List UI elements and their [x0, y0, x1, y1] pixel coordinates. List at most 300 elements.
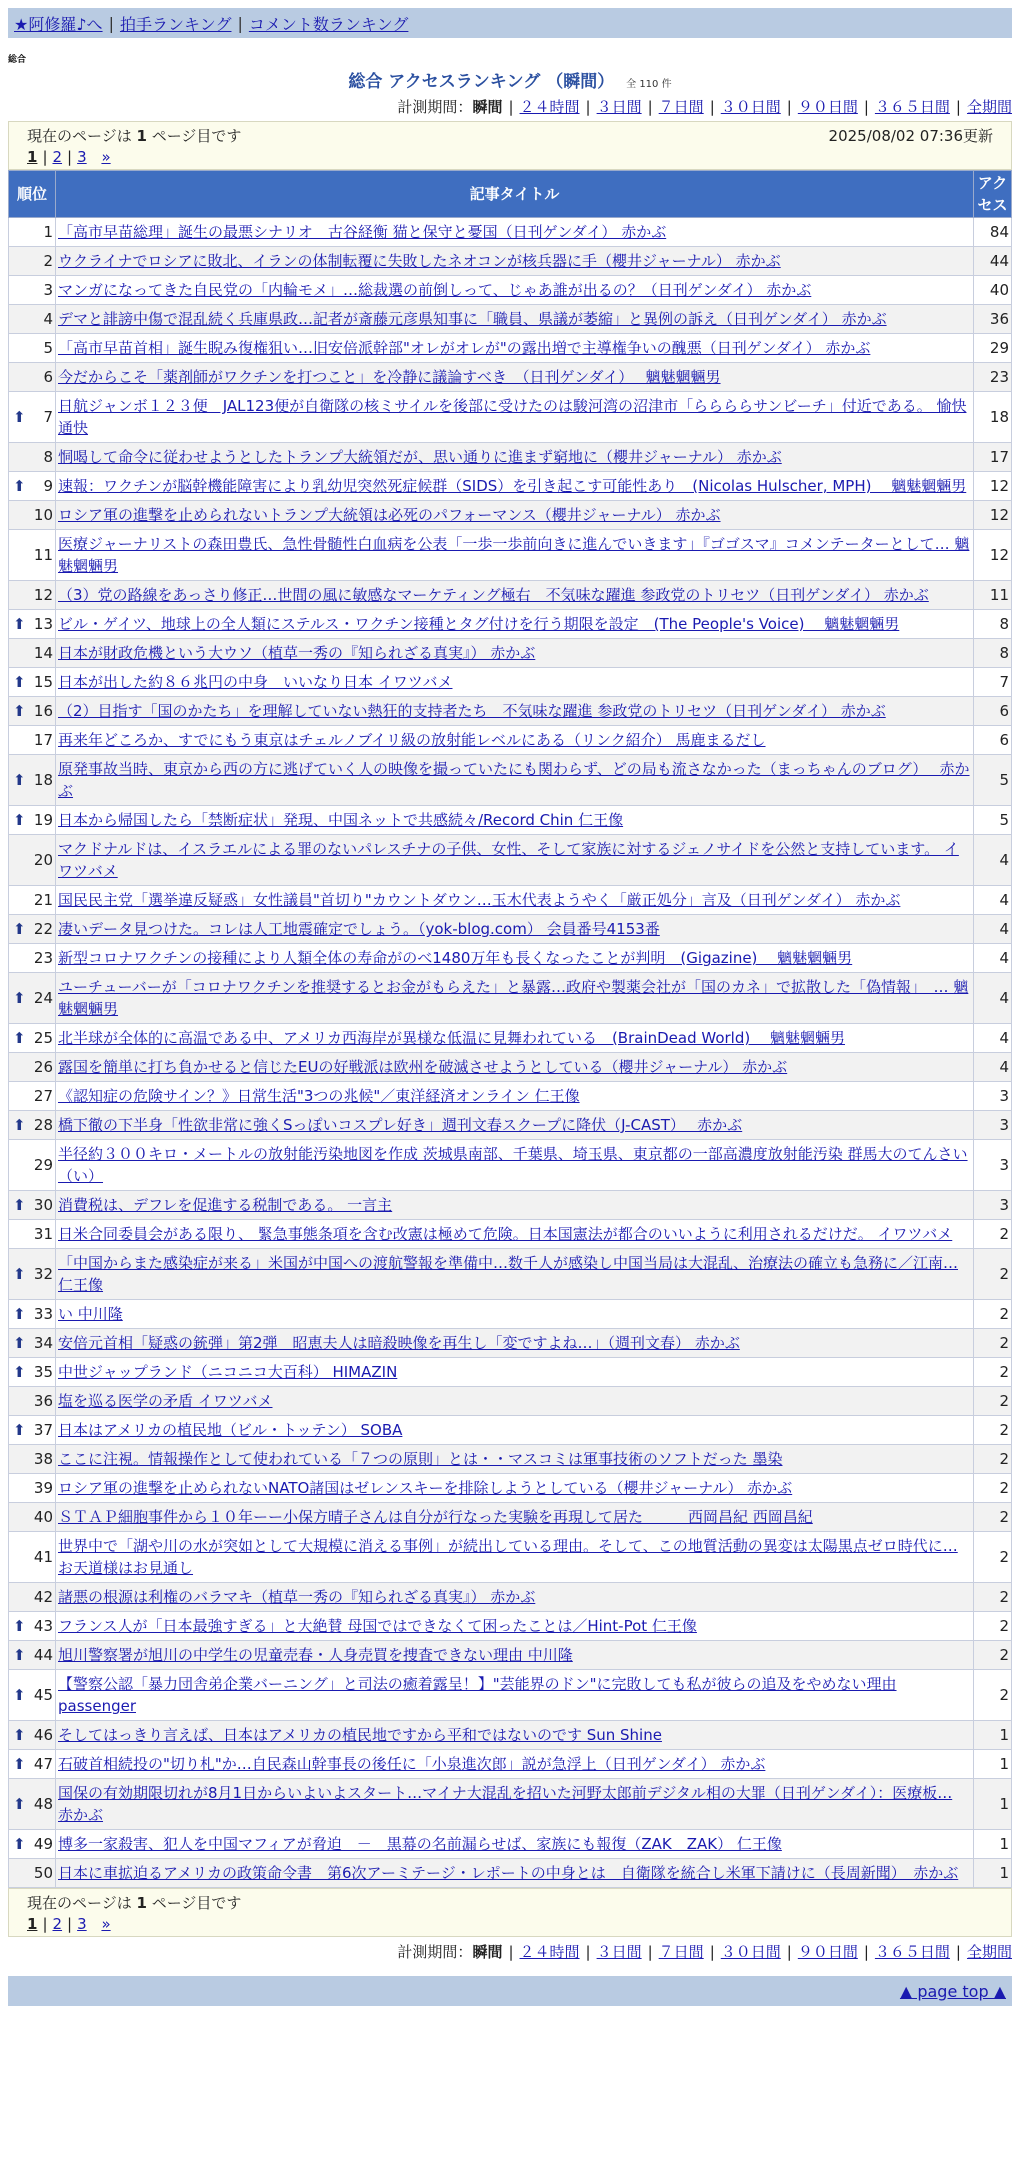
period-link-3d[interactable]: ３日間 [596, 1943, 642, 1961]
article-link[interactable]: 新型コロナワクチンの接種により人類全体の寿命がのべ1480万年も長くなったことが判明 (Gigazine) 魑魅魍魎男 [58, 949, 853, 967]
article-link[interactable]: 日本に車拡迫るアメリカの政策命令書 第6次アーミテージ・レポートの中身とは 自衛隊を統合し米軍下請けに（長周新聞） 赤かぶ [58, 1864, 959, 1882]
rank-cell [9, 835, 56, 886]
table-row [9, 501, 1012, 530]
title-cell [56, 886, 974, 915]
article-link[interactable]: 世界中で「湖や川の水が突如として大規模に消える事例」が続出している理由。そして、この地質活動の異変は太陽黒点ゼロ時代に… お天道様はお見通し [58, 1537, 958, 1577]
title-cell [56, 1358, 974, 1387]
access-count: 12 [974, 530, 1012, 581]
rank-number: 26 [33, 1058, 53, 1076]
article-link[interactable]: ロシア軍の進撃を止められないNATO諸国はゼレンスキーを排除しようとしている（櫻井ジャーナル） 赤かぶ [58, 1479, 793, 1497]
article-link[interactable]: 「高市早苗総理」誕生の最悪シナリオ 古谷経衡 猫と保守と憂国（日刊ゲンダイ） 赤かぶ [58, 223, 667, 241]
period-nav-bottom: 計測期間：瞬間 | ２４時間 | ３日間 | ７日間 | ３０日間 | ９０日間 | ３６５日間 | 全期間 [397, 1943, 1012, 1961]
bottom-bar [8, 1976, 1012, 2006]
rank-number: 37 [33, 1421, 53, 1439]
rank-cell [9, 1670, 56, 1721]
access-count: 1 [974, 1721, 1012, 1750]
article-link[interactable]: 今だからこそ「薬剤師がワクチンを打つこと」を冷静に議論すべき （日刊ゲンダイ） 魑魅魍魎男 [58, 368, 721, 386]
access-count: 4 [974, 1024, 1012, 1053]
rank-cell [9, 1053, 56, 1082]
rank-number: 44 [33, 1646, 53, 1664]
rank-number: 28 [33, 1116, 53, 1134]
access-count: 2 [974, 1358, 1012, 1387]
rank-up-arrow-icon: ⬆ [13, 1334, 26, 1352]
rank-cell [9, 1249, 56, 1300]
rank-cell [9, 1300, 56, 1329]
rank-cell [9, 1503, 56, 1532]
table-row [9, 726, 1012, 755]
rank-up-arrow-icon: ⬆ [13, 989, 26, 1007]
period-link-365d[interactable]: ３６５日間 [874, 98, 950, 116]
table-row [9, 1191, 1012, 1220]
title-cell [56, 1641, 974, 1670]
table-row [9, 697, 1012, 726]
access-count: 5 [974, 806, 1012, 835]
title-cell [56, 247, 974, 276]
article-link[interactable]: 日本が出した約８６兆円の中身 いいなり日本 イワツバメ [58, 673, 453, 691]
article-link[interactable]: マクドナルドは、イスラエルによる罪のないパレスチナの子供、女性、そして家族に対するジェノサイドを公然と支持しています。 イワツバメ [58, 840, 959, 880]
title-cell [56, 835, 974, 886]
rank-up-arrow-icon: ⬆ [13, 771, 26, 789]
page-next[interactable]: » [101, 148, 111, 166]
period-link-7d[interactable]: ７日間 [658, 1943, 704, 1961]
title-cell [56, 392, 974, 443]
rank-number: 39 [33, 1479, 53, 1497]
access-count: 1 [974, 1830, 1012, 1859]
article-link[interactable]: 露国を簡単に打ち負かせると信じたEUの好戦派は欧州を破滅させようとしている（櫻井ジャーナル） 赤かぶ [58, 1058, 788, 1076]
period-label: 計測期間： [397, 1943, 473, 1961]
rank-number: 16 [33, 702, 53, 720]
article-link[interactable]: （3）党の路線をあっさり修正…世間の風に敏感なマーケティング極右 不気味な躍進 参政党のトリセツ（日刊ゲンダイ） 赤かぶ [58, 586, 929, 604]
access-count: 18 [974, 392, 1012, 443]
title-cell [56, 1249, 974, 1300]
access-count: 2 [974, 1416, 1012, 1445]
table-row [9, 1670, 1012, 1721]
access-count: 2 [974, 1474, 1012, 1503]
title-cell [56, 1191, 974, 1220]
ranking-table [8, 170, 1012, 1888]
nav-link-asyura[interactable]: ★阿修羅♪へ [14, 14, 103, 34]
rank-number: 43 [33, 1617, 53, 1635]
article-link[interactable]: 国民民主党「選挙違反疑惑」女性議員"首切り"カウントダウン…玉木代表ようやく「厳正処分」言及（日刊ゲンダイ） 赤かぶ [58, 891, 901, 909]
rank-number: 24 [33, 989, 53, 1007]
rank-up-arrow-icon: ⬆ [13, 1646, 26, 1664]
access-count: 6 [974, 697, 1012, 726]
access-count: 11 [974, 581, 1012, 610]
access-count: 2 [974, 1503, 1012, 1532]
title-cell [56, 1082, 974, 1111]
table-row [9, 581, 1012, 610]
table-row [9, 1445, 1012, 1474]
rank-number: 46 [33, 1726, 53, 1744]
pager-status: 現在のページは 1 ページ目です [27, 127, 242, 145]
rank-cell [9, 363, 56, 392]
access-count: 3 [974, 1140, 1012, 1191]
rank-number: 15 [33, 673, 53, 691]
table-row [9, 1249, 1012, 1300]
article-link[interactable]: 《認知症の危険サイン？》日常生活"3つの兆候"／東洋経済オンライン 仁王像 [58, 1087, 580, 1105]
rank-up-arrow-icon: ⬆ [13, 1617, 26, 1635]
title-cell [56, 1140, 974, 1191]
rank-up-arrow-icon: ⬆ [13, 920, 26, 938]
rank-number: 30 [33, 1196, 53, 1214]
article-link[interactable]: ここに注視。情報操作として使われている「７つの原則」とは・・マスコミは軍事技術のソフトだった 墨染 [58, 1450, 783, 1468]
article-link[interactable]: 再来年どころか、すでにもう東京はチェルノブイリ級の放射能レベルにある（リンク紹介） 馬鹿まるだし [58, 731, 766, 749]
article-link[interactable]: 日航ジャンボ１２３便 JAL123便が自衛隊の核ミサイルを後部に受けたのは駿河湾の沼津市「ららららサンビーチ」付近である。 愉快通快 [58, 397, 967, 437]
title-cell [56, 1111, 974, 1140]
rank-number: 7 [43, 408, 53, 426]
rank-up-arrow-icon: ⬆ [13, 1196, 26, 1214]
title-cell [56, 973, 974, 1024]
nav-separator: | [108, 13, 114, 33]
rank-number: 48 [33, 1795, 53, 1813]
table-row [9, 668, 1012, 697]
access-count: 2 [974, 1532, 1012, 1583]
rank-cell [9, 1532, 56, 1583]
rank-cell [9, 726, 56, 755]
rank-up-arrow-icon: ⬆ [13, 1421, 26, 1439]
title-cell [56, 1721, 974, 1750]
access-count: 2 [974, 1612, 1012, 1641]
title-cell [56, 915, 974, 944]
table-row [9, 305, 1012, 334]
rank-number: 14 [33, 644, 53, 662]
period-link-3d[interactable]: ３日間 [596, 98, 642, 116]
article-link[interactable]: ビル・ゲイツ、地球上の全人類にステルス・ワクチン接種とタグ付けを行う期限を設定 (The People's Voice) 魑魅魍魎男 [58, 615, 900, 633]
table-row [9, 218, 1012, 247]
rank-number: 3 [43, 281, 53, 299]
access-count: 4 [974, 886, 1012, 915]
title-cell [56, 755, 974, 806]
title-cell [56, 305, 974, 334]
article-link[interactable]: 塩を巡る医学の矛盾 イワツバメ [58, 1392, 273, 1410]
article-link[interactable]: 半径約３００キロ・メートルの放射能汚染地図を作成 茨城県南部、千葉県、埼玉県、東京都の一部高濃度放射能汚染 群馬大のてんさい（い） [58, 1145, 968, 1185]
rank-number: 19 [33, 811, 53, 829]
article-link[interactable]: 日米合同委員会がある限り、 緊急事態条項を含む改憲は極めて危険。日本国憲法が都合のいいように利用されるだけだ。 イワツバメ [58, 1225, 953, 1243]
table-row [9, 472, 1012, 501]
title-cell [56, 1612, 974, 1641]
rank-number: 8 [43, 448, 53, 466]
rank-up-arrow-icon: ⬆ [13, 408, 26, 426]
rank-cell [9, 1082, 56, 1111]
rank-cell [9, 392, 56, 443]
rank-up-arrow-icon: ⬆ [13, 1835, 26, 1853]
title-cell [56, 472, 974, 501]
access-count: 4 [974, 915, 1012, 944]
page-link-3[interactable]: 3 [77, 1915, 87, 1933]
rank-up-arrow-icon: ⬆ [13, 702, 26, 720]
article-link[interactable]: 石破首相続投の"切り札"か…自民森山幹事長の後任に「小泉進次郎」説が急浮上（日刊ゲンダイ） 赤かぶ [58, 1755, 766, 1773]
rank-number: 50 [33, 1864, 53, 1882]
table-row [9, 1387, 1012, 1416]
rank-up-arrow-icon: ⬆ [13, 1029, 26, 1047]
rank-cell [9, 1583, 56, 1612]
access-count: 8 [974, 610, 1012, 639]
rank-cell [9, 1750, 56, 1779]
page-next[interactable]: » [101, 1915, 111, 1933]
table-row [9, 1082, 1012, 1111]
rank-up-arrow-icon: ⬆ [13, 1686, 26, 1704]
table-row [9, 1641, 1012, 1670]
article-link[interactable]: 恫喝して命令に従わせようとしたトランプ大統領だが、思い通りに進まず窮地に（櫻井ジャーナル） 赤かぶ [58, 448, 782, 466]
article-link[interactable]: 橋下徹の下半身「性欲非常に強くSっぽいコスプレ好き」週刊文春スクープに降伏（J-CAST） 赤かぶ [58, 1116, 743, 1134]
access-count: 2 [974, 1300, 1012, 1329]
article-link[interactable]: ロシア軍の進撃を止められないトランプ大統領は必死のパフォーマンス（櫻井ジャーナル） 赤かぶ [58, 506, 721, 524]
period-link-7d[interactable]: ７日間 [658, 98, 704, 116]
access-count: 4 [974, 1053, 1012, 1082]
article-link[interactable]: 日本が財政危機という大ウソ（植草一秀の『知られざる真実』） 赤かぶ [58, 644, 536, 662]
period-current: 瞬間 [472, 1943, 503, 1961]
rank-cell [9, 639, 56, 668]
period-link-all[interactable]: 全期間 [966, 1943, 1012, 1961]
period-link-90d[interactable]: ９０日間 [797, 98, 858, 116]
article-link[interactable]: 安倍元首相「疑惑の銃弾」第2弾 昭恵夫人は暗殺映像を再生し「変ですよね…」（週刊文春） 赤かぶ [58, 1334, 740, 1352]
rank-number: 2 [43, 252, 53, 270]
table-row [9, 755, 1012, 806]
page-current: 1 [27, 1915, 38, 1933]
ranking-total: 全 110 件 [626, 79, 672, 90]
access-count: 2 [974, 1220, 1012, 1249]
rank-number: 25 [33, 1029, 53, 1047]
title-cell [56, 443, 974, 472]
page-link-3[interactable]: 3 [77, 148, 87, 166]
title-cell [56, 1024, 974, 1053]
article-link[interactable]: 中世ジャップランド（ニコニコ大百科） HIMAZIN [58, 1363, 398, 1381]
rank-number: 45 [33, 1686, 53, 1704]
rank-cell [9, 1859, 56, 1888]
article-link[interactable]: 日本はアメリカの植民地（ビル・トッテン） SOBA [58, 1421, 403, 1439]
table-row [9, 530, 1012, 581]
access-count: 12 [974, 472, 1012, 501]
table-row [9, 1416, 1012, 1445]
access-count: 17 [974, 443, 1012, 472]
rank-number: 5 [43, 339, 53, 357]
page-link-2[interactable]: 2 [52, 1915, 63, 1933]
period-link-30d[interactable]: ３０日間 [720, 98, 781, 116]
table-row [9, 363, 1012, 392]
table-row [9, 1053, 1012, 1082]
pager-top: 現在のページは 1 ページ目です 2025/08/02 07:36更新 1 | 2 | 3 » [8, 121, 1012, 170]
table-row [9, 1140, 1012, 1191]
article-link[interactable]: 速報：ワクチンが脳幹機能障害により乳幼児突然死症候群（SIDS）を引き起こす可能性あり (Nicolas Hulscher, MPH) 魑魅魍魎男 [58, 477, 967, 495]
table-row [9, 973, 1012, 1024]
rank-cell [9, 973, 56, 1024]
page-current: 1 [27, 148, 38, 166]
article-link[interactable]: そしてはっきり言えば、日本はアメリカの植民地ですから平和ではないのです Sun Shine [58, 1726, 662, 1744]
rank-number: 40 [33, 1508, 53, 1526]
rank-cell [9, 1358, 56, 1387]
rank-cell [9, 443, 56, 472]
title-cell [56, 1779, 974, 1830]
access-count: 4 [974, 835, 1012, 886]
access-count: 7 [974, 668, 1012, 697]
access-count: 4 [974, 944, 1012, 973]
table-row [9, 915, 1012, 944]
access-count: 40 [974, 276, 1012, 305]
rank-number: 33 [33, 1305, 53, 1323]
table-row [9, 247, 1012, 276]
title-cell [56, 639, 974, 668]
rank-up-arrow-icon: ⬆ [13, 1755, 26, 1773]
ranking-rows [9, 218, 1012, 1888]
period-link-30d[interactable]: ３０日間 [720, 1943, 781, 1961]
access-count: 84 [974, 218, 1012, 247]
access-count: 23 [974, 363, 1012, 392]
title-cell [56, 1859, 974, 1888]
rank-cell [9, 668, 56, 697]
rank-cell [9, 334, 56, 363]
rank-number: 47 [33, 1755, 53, 1773]
title-cell [56, 1300, 974, 1329]
rank-cell [9, 755, 56, 806]
top-nav-bar [8, 8, 1012, 38]
rank-cell [9, 944, 56, 973]
article-link[interactable]: 国保の有効期限切れが8月1日からいよいよスタート…マイナ大混乱を招いた河野太郎前デジタル相の大罪（日刊ゲンダイ）：医療板… 赤かぶ [58, 1784, 953, 1824]
article-link[interactable]: フランス人が「日本最強すぎる」と大絶賛 母国ではできなくて困ったことは／Hint-Pot 仁王像 [58, 1617, 697, 1635]
rank-number: 12 [33, 586, 53, 604]
table-row [9, 1300, 1012, 1329]
ranking-title-text: 総合 アクセスランキング （瞬間） [348, 72, 615, 92]
table-row [9, 392, 1012, 443]
title-cell [56, 1329, 974, 1358]
table-row [9, 1503, 1012, 1532]
article-link[interactable]: 凄いデータ見つけた。コレは人工地震確定でしょう。（yok-blog.com） 会員番号4153番 [58, 920, 660, 938]
article-link[interactable]: 博多一家殺害、犯人を中国マフィアが脅迫 － 黒幕の名前漏らせば、家族にも報復（ZAK ZAK） 仁王像 [58, 1835, 782, 1853]
rank-number: 11 [33, 546, 53, 564]
access-count: 1 [974, 1779, 1012, 1830]
article-link[interactable]: ＳＴＡＰ細胞事件から１０年ーー小保方晴子さんは自分が行なった実験を再現して居た 西岡昌紀 西岡昌紀 [58, 1508, 813, 1526]
access-count: 5 [974, 755, 1012, 806]
title-cell [56, 1583, 974, 1612]
article-link[interactable]: 旭川警察署が旭川の中学生の児童売春・人身売買を捜査できない理由 中川隆 [58, 1646, 573, 1664]
table-row [9, 1474, 1012, 1503]
rank-number: 18 [33, 771, 53, 789]
access-count: 2 [974, 1329, 1012, 1358]
rank-cell [9, 1612, 56, 1641]
rank-up-arrow-icon: ⬆ [13, 1363, 26, 1381]
rank-cell [9, 1830, 56, 1859]
access-count: 2 [974, 1670, 1012, 1721]
table-row [9, 1612, 1012, 1641]
title-cell [56, 581, 974, 610]
rank-cell [9, 1416, 56, 1445]
rank-cell [9, 501, 56, 530]
title-cell [56, 1474, 974, 1503]
rank-number: 17 [33, 731, 53, 749]
rank-cell [9, 1220, 56, 1249]
header-count: アクセス [974, 171, 1012, 218]
rank-up-arrow-icon: ⬆ [13, 1305, 26, 1323]
article-link[interactable]: 医療ジャーナリストの森田豊氏、急性骨髄性白血病を公表「一歩一歩前向きに進んでいきます」『ゴゴスマ』コメンテーターとして… 魑魅魍魎男 [58, 535, 970, 575]
article-link[interactable]: 諸悪の根源は利権のバラマキ（植草一秀の『知られざる真実』） 赤かぶ [58, 1588, 536, 1606]
article-link[interactable]: 原発事故当時、東京から西の方に逃げていく人の映像を撮っていたにも関わらず、どの局も流さなかった（まっちゃんのブログ） 赤かぶ [58, 760, 970, 800]
access-count: 36 [974, 305, 1012, 334]
pager-bottom: 現在のページは 1 ページ目です 1 | 2 | 3 » [8, 1888, 1012, 1937]
table-row [9, 1220, 1012, 1249]
rank-number: 36 [33, 1392, 53, 1410]
article-link[interactable]: デマと誹謗中傷で混乱続く兵庫県政…記者が斎藤元彦県知事に「職員、県議が萎縮」と異例の訴え（日刊ゲンダイ） 赤かぶ [58, 310, 887, 328]
title-cell [56, 1416, 974, 1445]
article-link[interactable]: ユーチューバーが「コロナワクチンを推奨するとお金がもらえた」と暴露…政府や製薬会社が「国のカネ」で拡散した「偽情報」 … 魑魅魍魎男 [58, 978, 969, 1018]
table-row [9, 639, 1012, 668]
rank-up-arrow-icon: ⬆ [13, 811, 26, 829]
title-cell [56, 530, 974, 581]
title-cell [56, 726, 974, 755]
rank-number: 34 [33, 1334, 53, 1352]
period-label: 計測期間： [397, 98, 473, 116]
rank-number: 10 [33, 506, 53, 524]
title-cell [56, 1503, 974, 1532]
article-link[interactable]: 消費税は、デフレを促進する税制である。 一言主 [58, 1196, 393, 1214]
access-count: 1 [974, 1859, 1012, 1888]
nav-link-comment-ranking[interactable]: コメント数ランキング [248, 14, 409, 34]
article-link[interactable]: ウクライナでロシアに敗北、イランの体制転覆に失敗したネオコンが核兵器に手（櫻井ジャーナル） 赤かぶ [58, 252, 781, 270]
rank-number: 22 [33, 920, 53, 938]
article-link[interactable]: 日本から帰国したら「禁断症状」発現、中国ネットで共感続々/Record Chin 仁王像 [58, 811, 624, 829]
rank-cell [9, 247, 56, 276]
page-link-2[interactable]: 2 [52, 148, 63, 166]
period-link-90d[interactable]: ９０日間 [797, 1943, 858, 1961]
rank-cell [9, 530, 56, 581]
rank-cell [9, 1474, 56, 1503]
period-link-24h[interactable]: ２４時間 [519, 98, 580, 116]
rank-cell [9, 1111, 56, 1140]
period-link-365d[interactable]: ３６５日間 [874, 1943, 950, 1961]
table-row [9, 944, 1012, 973]
title-cell [56, 668, 974, 697]
rank-cell [9, 581, 56, 610]
table-row [9, 1358, 1012, 1387]
table-row [9, 1859, 1012, 1888]
updated-time: 2025/08/02 07:36更新 [828, 127, 993, 145]
table-row [9, 1329, 1012, 1358]
article-link[interactable]: 【警察公認「暴力団舎弟企業バーニング」と司法の癒着露呈！】"芸能界のドン"に完敗しても私が彼らの追及をやめない理由 passenger [58, 1675, 897, 1715]
table-row [9, 1721, 1012, 1750]
title-cell [56, 1220, 974, 1249]
title-cell [56, 1445, 974, 1474]
article-link[interactable]: （2）目指す「国のかたち」を理解していない熱狂的支持者たち 不気味な躍進 参政党のトリセツ（日刊ゲンダイ） 赤かぶ [58, 702, 886, 720]
rank-cell [9, 806, 56, 835]
access-count: 2 [974, 1445, 1012, 1474]
period-link-all[interactable]: 全期間 [966, 98, 1012, 116]
access-count: 8 [974, 639, 1012, 668]
article-link[interactable]: 北半球が全体的に高温である中、アメリカ西海岸が異様な低温に見舞われている (BrainDead World) 魑魅魍魎男 [58, 1029, 845, 1047]
page-top-link[interactable]: ▲ page top ▲ [899, 1981, 1006, 2001]
category-label: 総合 [8, 55, 27, 65]
rank-up-arrow-icon: ⬆ [13, 673, 26, 691]
rank-cell [9, 1779, 56, 1830]
rank-up-arrow-icon: ⬆ [13, 1795, 26, 1813]
rank-cell [9, 697, 56, 726]
title-cell [56, 501, 974, 530]
rank-cell [9, 1191, 56, 1220]
article-link[interactable]: 「中国からまた感染症が来る」米国が中国への渡航警報を準備中…数千人が感染し中国当局は大混乱、治療法の確立も急務に／江南… 仁王像 [58, 1254, 959, 1294]
article-link[interactable]: マンガになってきた自民党の「内輪モメ」…総裁選の前倒しって、じゃあ誰が出るの？（日刊ゲンダイ） 赤かぶ [58, 281, 812, 299]
nav-link-applause-ranking[interactable]: 拍手ランキング [119, 14, 232, 34]
pager-status: 現在のページは 1 ページ目です [27, 1894, 242, 1912]
access-count: 4 [974, 973, 1012, 1024]
article-link[interactable]: 「高市早苗首相」誕生睨み復権狙い…旧安倍派幹部"オレがオレが"の露出増で主導権争いの醜悪（日刊ゲンダイ） 赤かぶ [58, 339, 871, 357]
access-count: 6 [974, 726, 1012, 755]
rank-cell [9, 1329, 56, 1358]
rank-up-arrow-icon: ⬆ [13, 1726, 26, 1744]
period-link-24h[interactable]: ２４時間 [519, 1943, 580, 1961]
rank-number: 4 [43, 310, 53, 328]
article-link[interactable]: い 中川隆 [58, 1305, 123, 1323]
period-current: 瞬間 [472, 98, 503, 116]
title-cell [56, 334, 974, 363]
access-count: 3 [974, 1191, 1012, 1220]
table-row [9, 276, 1012, 305]
